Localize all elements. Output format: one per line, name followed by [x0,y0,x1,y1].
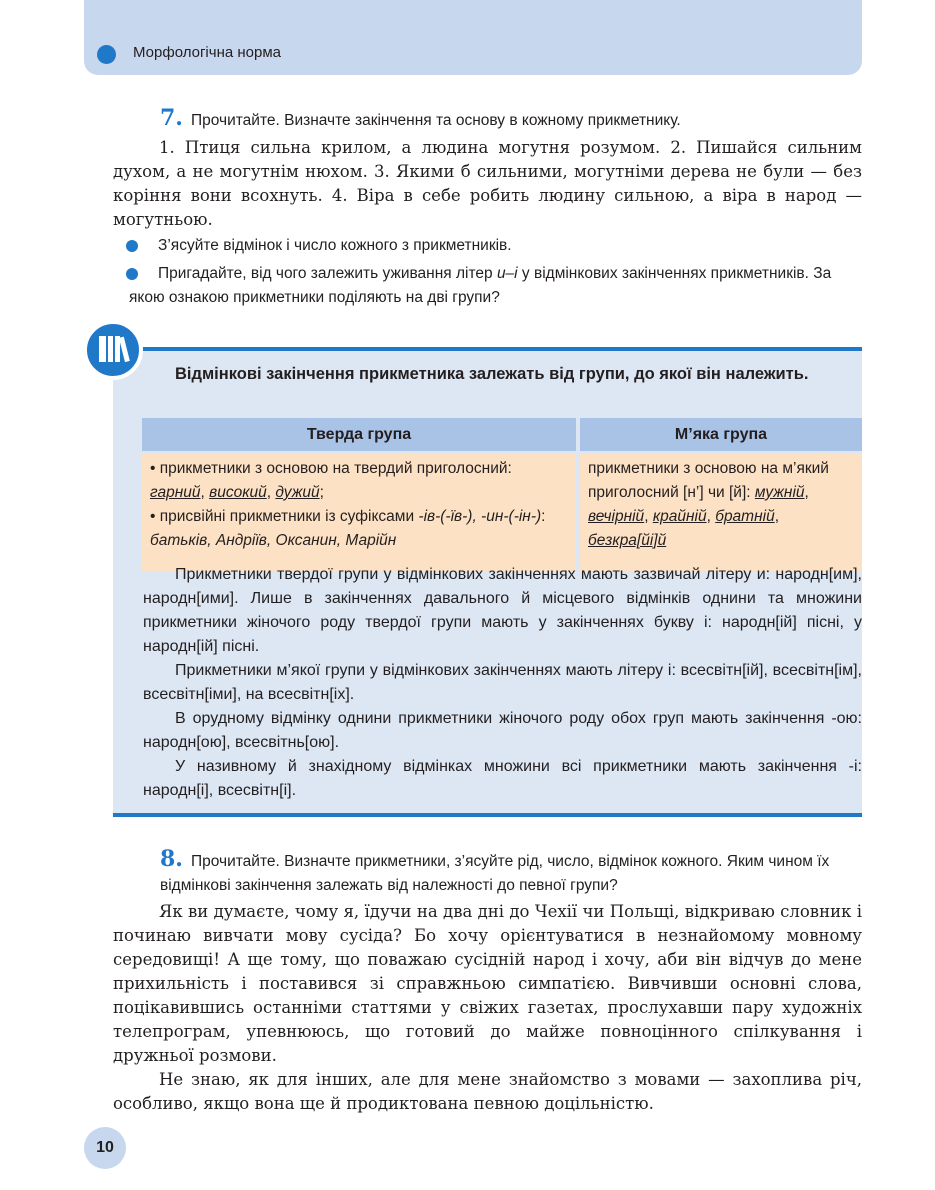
exercise-instruction: Прочитайте. Визначте прикметники, з’ясуйте рід, число, відмінок кожного. Яким чином їх відмінкові закінчення залежать від належності до певної групи? [160,853,830,894]
exercise-paragraph-1: Як ви думаєте, чому я, їдучи на два дні до Чехії чи Польщі, відкриваю словник і починаю вивчати мову сусіда? Бо хочу орієнтуватися в незнайомому мовному середовищі! А ще тому, що поважаю сусідній народ і хочу, аби він відчув до мене прихильність і поставився зі справжньою симпатією. Вивчивши основні слова, поцікавившись останніми статтями у свіжих газетах, прослухавши пару художніх телепрограм, упевнююсь, що готовий до майже повноцінного спілкування і дружньої розмови. [113,902,862,1065]
page-number: 10 [84,1127,126,1169]
page-header [84,0,862,75]
hard-line-2: • присвійні прикметники із суфіксами [150,508,419,525]
table-header-soft: М’яка група [580,418,862,451]
rule-heading: Відмінкові закінчення прикметника залежать від групи, до якої він належить. [175,365,809,383]
section-title: Морфологічна норма [133,44,282,61]
exercise-number: 8. [160,846,183,872]
exercise-paragraph-2: Не знаю, як для інших, але для мене знайомство з мовами — захоплива річ, особливо, якщо вона ще й продиктована певною доцільністю. [113,1070,862,1113]
exercise-7-text [113,136,862,232]
hard-line-1: • прикметники з основою на твердий приголосний: [150,460,512,477]
example-word: високий [209,484,267,501]
example-word: дужий [275,484,320,501]
example-word: гарний [150,484,201,501]
exercise-number: 7. [160,105,183,131]
bullet-text: Пригадайте, від чого залежить уживання літер [158,265,497,282]
example-word: вечірній [588,508,645,525]
example-word: безкра[йі]й [588,532,667,549]
possessive-examples: батьків, Андріїв, Оксанин, Марійн [150,532,397,549]
bullet-icon [126,268,138,280]
exercise-8-text [113,900,862,1116]
table-cell-hard: • прикметники з основою на твердий приголосний: гарний, високий, дужий; • присвійні прикметники із суфіксами -ів-(-їв-), -ин-(-ін-): батьків, Андріїв, Оксанин, Марійн [142,453,576,571]
soft-line: прикметники з основою на м’який приголосний [н’] чи [й]: [588,460,829,501]
header-bullet-icon [97,45,116,64]
bullet-text-cont: у відмінкових закінченнях прикметників. За якою ознакою прикметники поділяють на дві групи? [129,265,832,306]
example-word: братній [715,508,775,525]
rule-paragraph-3: В орудному відмінку однини прикметники жіночого роду обох груп мають закінчення -ою: народн[ою], всесвітнь[ою]. [143,710,862,751]
rule-paragraph-2: Прикметники м’якої групи у відмінкових закінченнях мають літеру і: всесвітн[ій], всесвітн[ім], всесвітн[іми], на всесвітн[іх]. [143,662,862,703]
books-icon [83,320,143,380]
exercise-7-bullet-2 [129,262,862,310]
rule-paragraph-4: У називному й знахідному відмінках множини всі прикметники мають закінчення -і: народн[і], всесвітн[і]. [143,758,862,799]
example-word: крайній [652,508,707,525]
exercise-8-task [160,846,862,898]
bullet-text: З’ясуйте відмінок і число кожного з прикметників. [158,237,512,254]
bullet-icon [126,240,138,252]
example-word: мужній [754,484,805,501]
exercise-7-bullet-1 [129,234,862,258]
bullet-letters: и–і [496,265,518,282]
exercise-text: 1. Птиця сильна крилом, а людина могутня розумом. 2. Пишайся сильним духом, а не могутнім нюхом. 3. Якими б сильними, могутніми дерева не були — без коріння вони всохнуть. 4. Віра в себе робить людину сильною, а віра в народ — могутньою. [113,138,862,229]
rule-paragraph-1: Прикметники твердої групи у відмінкових закінченнях мають зазвичай літеру и: народн[им], народн[ими]. Лише в закінченнях давального й місцевого відмінків однини та множини прикметники жіночого роду твердої групи мають у закінченнях букву і: народн[ій] пісні, у народн[ій] пісні. [143,566,862,655]
table-header-hard: Тверда група [142,418,576,451]
table-cell-soft: прикметники з основою на м’який приголосний [н’] чи [й]: мужній, вечірній, крайній, братній, безкра[йі]й [580,453,862,571]
suffixes: -ів-(-їв-), -ин-(-ін-) [418,508,542,525]
exercise-7-task [160,105,862,131]
exercise-instruction: Прочитайте. Визначте закінчення та основу в кожному прикметнику. [190,112,681,129]
